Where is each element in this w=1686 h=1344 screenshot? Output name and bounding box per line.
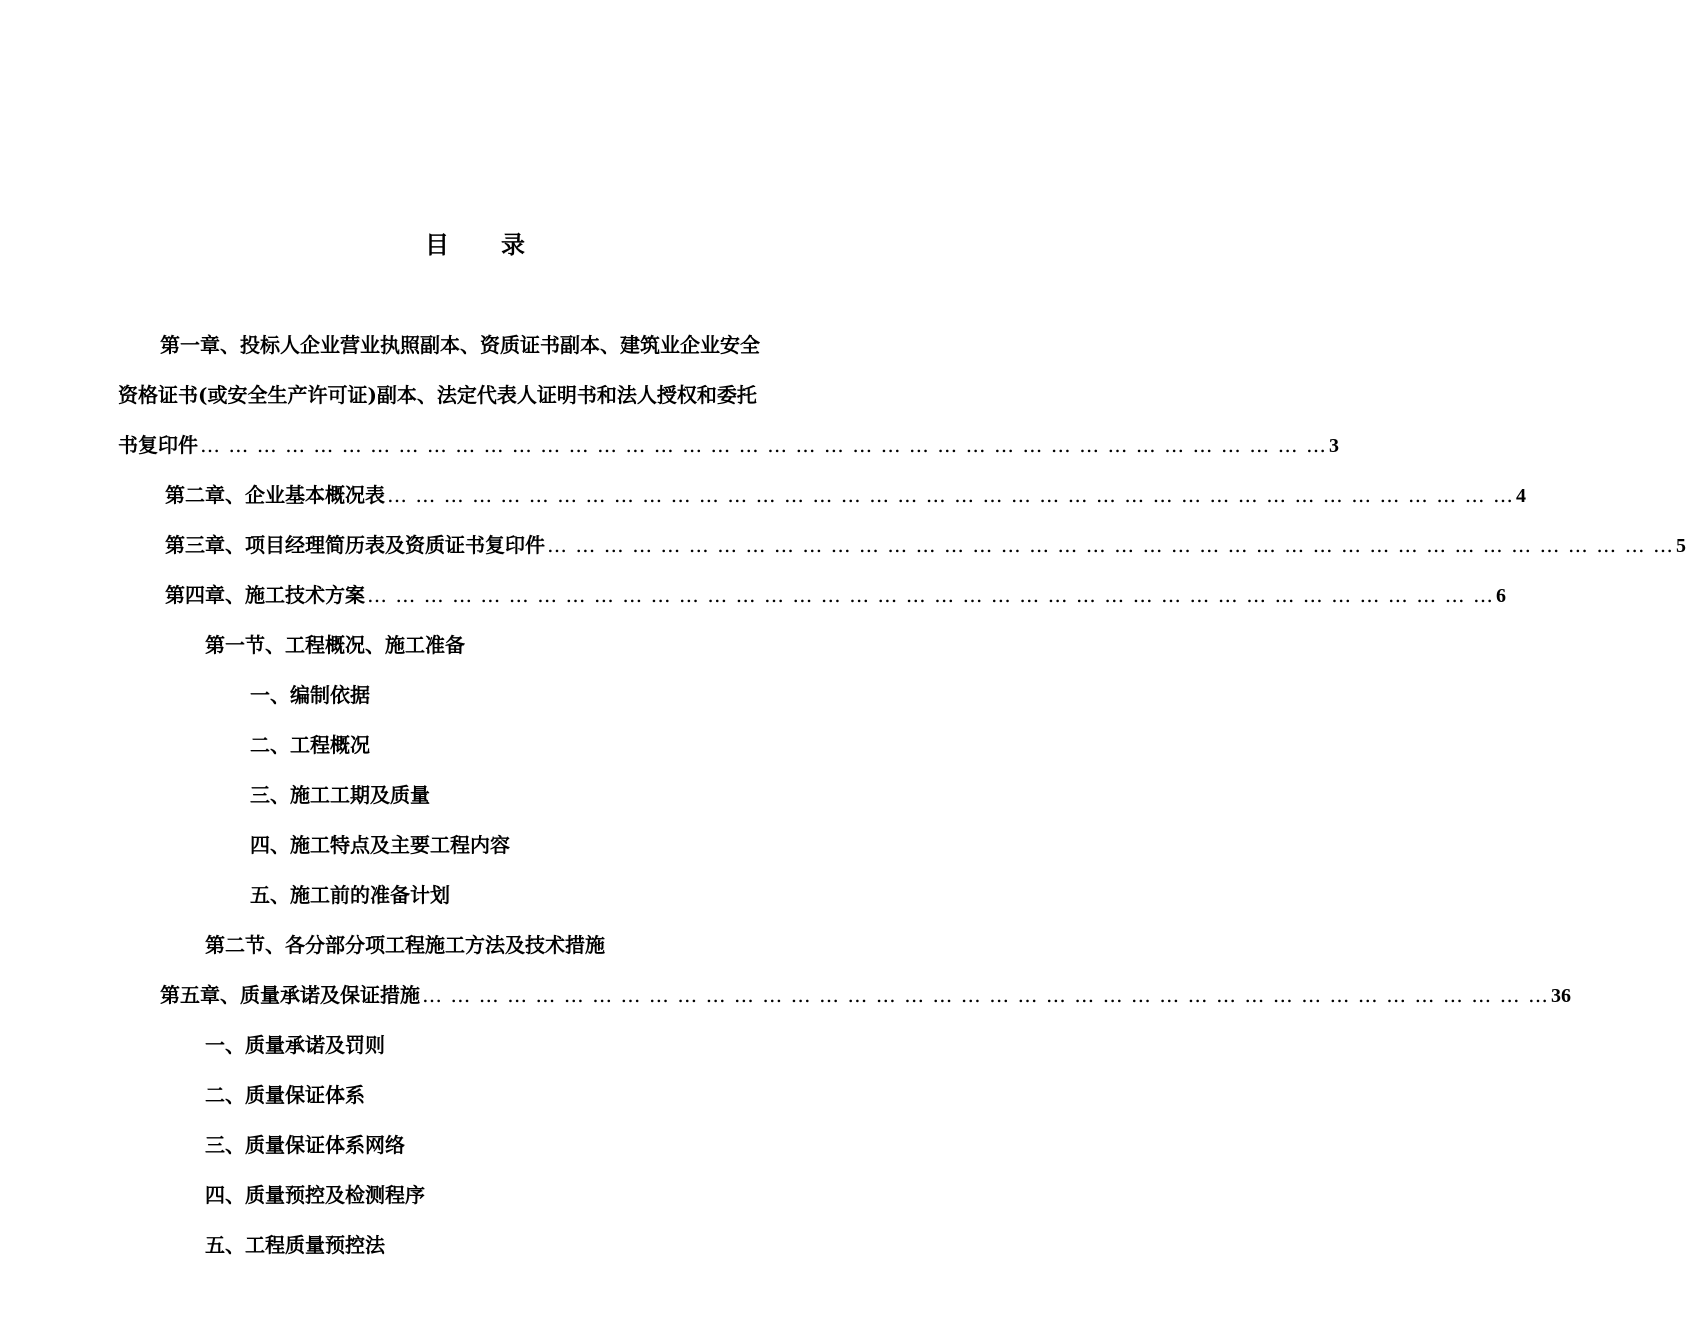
toc-ch4-label: 第四章、施工技术方案 [165, 583, 365, 607]
toc-ch1-line2[interactable]: 资格证书(或安全生产许可证)副本、法定代表人证明书和法人授权和委托 [118, 383, 757, 407]
toc-ch5-item[interactable]: 五、工程质量预控法 [205, 1233, 385, 1257]
toc-ch1-page: 3 [1328, 435, 1339, 457]
toc-ch5-leader: … … … … … … … … … … … … … … … … … … … … … … … … … … … … … … … … … … … … … … … … [422, 983, 1549, 1007]
toc-ch4-s1-item[interactable]: 一、编制依据 [250, 683, 370, 707]
toc-ch2[interactable] [165, 478, 1526, 512]
toc-ch4-s1-item[interactable]: 五、施工前的准备计划 [250, 883, 450, 907]
toc-ch5-page: 36 [1550, 985, 1571, 1007]
title-char-2: 录 [501, 230, 525, 259]
toc-ch5-item[interactable]: 一、质量承诺及罚则 [205, 1033, 385, 1057]
toc-ch5[interactable] [160, 978, 1571, 1012]
toc-ch2-label: 第二章、企业基本概况表 [165, 483, 385, 507]
toc-ch4-section1[interactable]: 第一节、工程概况、施工准备 [205, 633, 465, 657]
toc-ch4-page: 6 [1495, 585, 1506, 607]
toc-ch1-label: 书复印件 [118, 433, 198, 457]
toc-ch4-section2[interactable]: 第二节、各分部分项工程施工方法及技术措施 [205, 933, 605, 957]
toc-ch4-s1-item[interactable]: 四、施工特点及主要工程内容 [250, 833, 510, 857]
toc-ch1-leader: … … … … … … … … … … … … … … … … … … … … … … … … … … … … … … … … … … … … … … … … [200, 433, 1327, 457]
toc-ch4[interactable] [165, 578, 1506, 612]
toc-ch4-s1-item[interactable]: 二、工程概况 [250, 733, 370, 757]
toc-ch3[interactable] [165, 528, 1686, 562]
toc-ch1-line3[interactable] [118, 428, 1339, 462]
toc-ch5-label: 第五章、质量承诺及保证措施 [160, 983, 420, 1007]
toc-ch5-item[interactable]: 四、质量预控及检测程序 [205, 1183, 425, 1207]
toc-ch3-page: 5 [1675, 535, 1686, 557]
toc-ch3-label: 第三章、项目经理简历表及资质证书复印件 [165, 533, 545, 557]
toc-ch1-line1[interactable]: 第一章、投标人企业营业执照副本、资质证书副本、建筑业企业安全 [160, 333, 760, 357]
title-char-1: 目 [425, 230, 449, 259]
toc-ch4-leader: … … … … … … … … … … … … … … … … … … … … … … … … … … … … … … … … … … … … … … … … [367, 583, 1494, 607]
toc-ch3-leader: … … … … … … … … … … … … … … … … … … … … … … … … … … … … … … … … … … … … … … … … [547, 533, 1674, 557]
page-title [0, 228, 950, 262]
toc-ch2-page: 4 [1515, 485, 1526, 507]
toc-ch5-item[interactable]: 三、质量保证体系网络 [205, 1133, 405, 1157]
toc-ch5-item[interactable]: 二、质量保证体系 [205, 1083, 365, 1107]
toc-ch2-leader: … … … … … … … … … … … … … … … … … … … … … … … … … … … … … … … … … … … … … … … … [387, 483, 1514, 507]
toc-ch4-s1-item[interactable]: 三、施工工期及质量 [250, 783, 430, 807]
